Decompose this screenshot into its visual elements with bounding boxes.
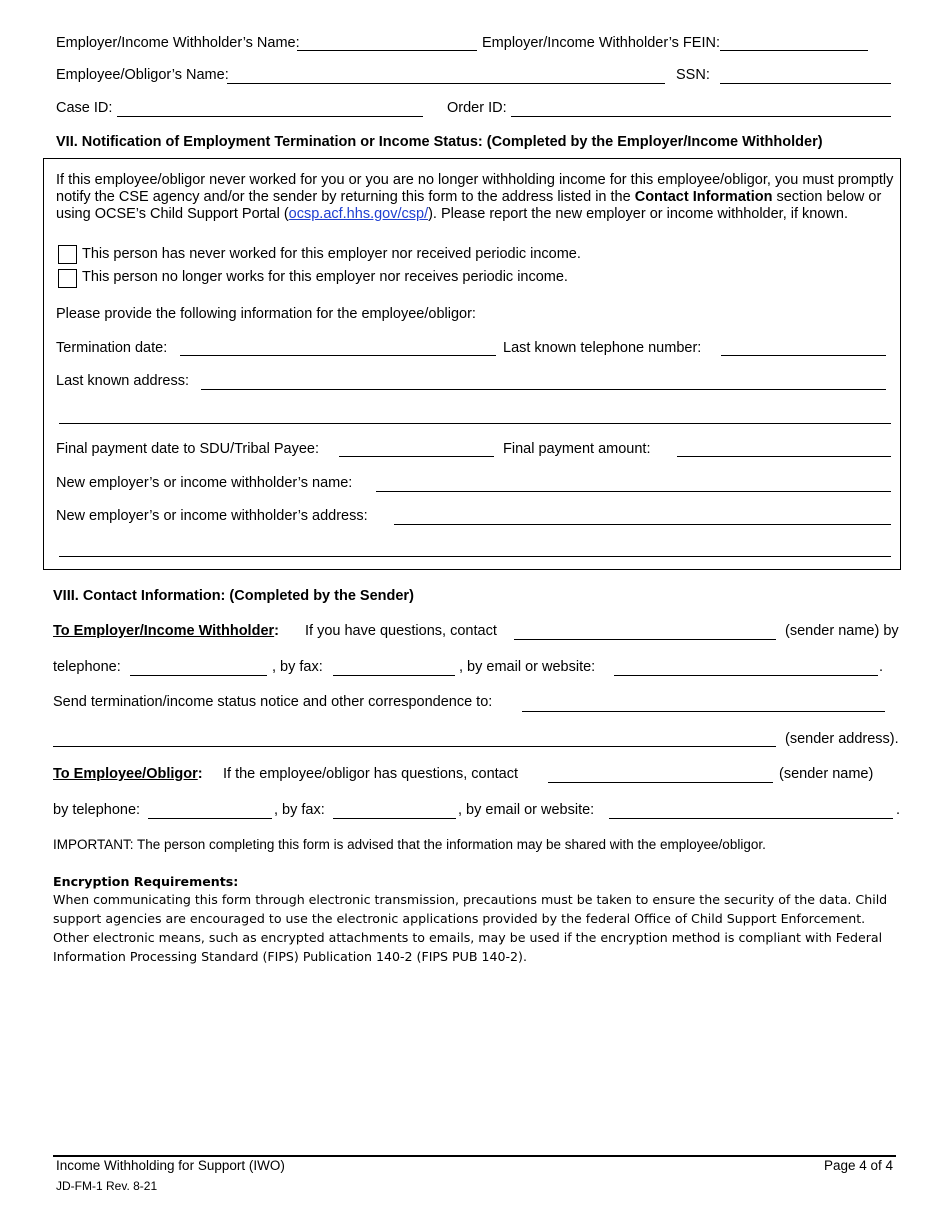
send-notice-text: Send termination/income status notice and other correspondence to: [53, 694, 493, 710]
section-7-intro [56, 172, 896, 223]
telephone-label: telephone: [53, 659, 121, 675]
employee-telephone-field[interactable] [148, 818, 272, 819]
footer-form-id: JD-FM-1 Rev. 8-21 [56, 1179, 158, 1193]
case-id-label: Case ID: [56, 100, 113, 116]
portal-link[interactable]: ocsp.acf.hhs.gov/csp/ [288, 206, 429, 222]
section-8-title: VIII. Contact Information: (Completed by the Sender) [53, 588, 414, 604]
employee-name-field[interactable] [227, 83, 665, 84]
if-questions-text: If you have questions, contact [305, 623, 497, 639]
sender-telephone-field[interactable] [130, 675, 267, 676]
ssn-field[interactable] [720, 83, 891, 84]
encryption-line-3: Other electronic means, such as encrypted attachments to emails, may be used if the encryption method is compliant with Federal [53, 930, 883, 945]
footer-page-number: Page 4 of 4 [823, 1158, 893, 1173]
sender-address-text: (sender address). [785, 731, 899, 747]
termination-date-field[interactable] [180, 355, 496, 356]
new-employer-address-label: New employer’s or income withholder’s address: [56, 508, 368, 524]
case-id-field[interactable] [117, 116, 423, 117]
employee-questions-text: If the employee/obligor has questions, contact [223, 766, 519, 782]
sender-fax-field[interactable] [333, 675, 455, 676]
final-payment-date-label: Final payment date to SDU/Tribal Payee: [56, 441, 320, 457]
to-employee-colon: : [197, 766, 203, 782]
final-payment-date-field[interactable] [339, 456, 494, 457]
fein-field[interactable] [720, 50, 868, 51]
employer-name-label: Employer/Income Withholder’s Name: [56, 35, 300, 51]
final-payment-amount-field[interactable] [677, 456, 891, 457]
encryption-title: Encryption Requirements: [53, 874, 239, 889]
new-employer-address-field[interactable] [394, 524, 891, 525]
intro-text-2: section below or using OCSE’s Child Support Portal ( [56, 189, 882, 222]
never-worked-checkbox[interactable] [58, 245, 77, 264]
footer-rule [53, 1155, 896, 1157]
to-employer-colon: : [274, 623, 279, 639]
last-address-label: Last known address: [56, 373, 189, 389]
sender-email-field[interactable] [614, 675, 878, 676]
order-id-field[interactable] [511, 116, 891, 117]
last-address-field-line-2[interactable] [59, 423, 891, 424]
period-1: . [879, 659, 884, 675]
order-id-label: Order ID: [447, 100, 507, 116]
to-employee-label: To Employee/Obligor [53, 766, 198, 782]
to-employee-row [53, 766, 203, 782]
sender-address-field[interactable] [522, 711, 885, 712]
employee-fax-field[interactable] [333, 818, 456, 819]
last-phone-field[interactable] [721, 355, 886, 356]
no-longer-works-label: This person no longer works for this employer nor receives periodic income. [82, 269, 568, 285]
sender-address-field-line-2[interactable] [53, 746, 776, 747]
intro-text-3: ). Please report the new employer or income withholder, if known. [428, 206, 848, 222]
new-employer-address-field-line-2[interactable] [59, 556, 891, 557]
employee-name-label: Employee/Obligor’s Name: [56, 67, 229, 83]
section-7-title: VII. Notification of Employment Termination or Income Status: (Completed by the Employer/Income Withholder) [56, 134, 823, 150]
footer-form-title: Income Withholding for Support (IWO) [56, 1158, 285, 1173]
no-longer-works-checkbox[interactable] [58, 269, 77, 288]
employee-contact-name-field[interactable] [548, 782, 773, 783]
sender-contact-name-field[interactable] [514, 639, 776, 640]
new-employer-name-label: New employer’s or income withholder’s name: [56, 475, 353, 491]
important-notice: IMPORTANT: The person completing this form is advised that the information may be shared with the employee/obligor. [53, 837, 766, 852]
by-email-label-2: , by email or website: [458, 802, 595, 818]
encryption-line-1: When communicating this form through electronic transmission, precautions must be taken to ensure the security of the data. Child [53, 892, 888, 907]
fein-label: Employer/Income Withholder’s FEIN: [482, 35, 720, 51]
intro-text-1: If this employee/obligor never worked for you or you are no longer withholding income for this employee/obligor, you must promptly notify the CSE agency and/or the sender by returning this form to the address listed in the [56, 172, 894, 205]
employer-name-field[interactable] [297, 50, 477, 51]
by-telephone-label: by telephone: [53, 802, 141, 818]
ssn-label: SSN: [676, 67, 710, 83]
new-employer-name-field[interactable] [376, 491, 891, 492]
to-employer-label: To Employer/Income Withholder [53, 623, 275, 639]
provide-info-text: Please provide the following information for the employee/obligor: [56, 306, 476, 322]
to-employer-row [53, 623, 279, 639]
employee-email-field[interactable] [609, 818, 893, 819]
sender-name-by-text: (sender name) by [785, 623, 899, 639]
last-phone-label: Last known telephone number: [503, 340, 702, 356]
by-email-label: , by email or website: [459, 659, 596, 675]
intro-bold-text: Contact Information [634, 189, 773, 205]
encryption-line-4: Information Processing Standard (FIPS) Publication 140-2 (FIPS PUB 140-2). [53, 949, 527, 964]
by-fax-label-2: , by fax: [274, 802, 325, 818]
termination-date-label: Termination date: [56, 340, 168, 356]
final-payment-amount-label: Final payment amount: [503, 441, 651, 457]
never-worked-label: This person has never worked for this employer nor received periodic income. [82, 246, 581, 262]
last-address-field[interactable] [201, 389, 886, 390]
encryption-line-2: support agencies are encouraged to use the electronic applications provided by the federal Office of Child Support Enforcement. [53, 911, 866, 926]
period-2: . [896, 802, 901, 818]
sender-name-text: (sender name) [779, 766, 874, 782]
by-fax-label: , by fax: [272, 659, 323, 675]
